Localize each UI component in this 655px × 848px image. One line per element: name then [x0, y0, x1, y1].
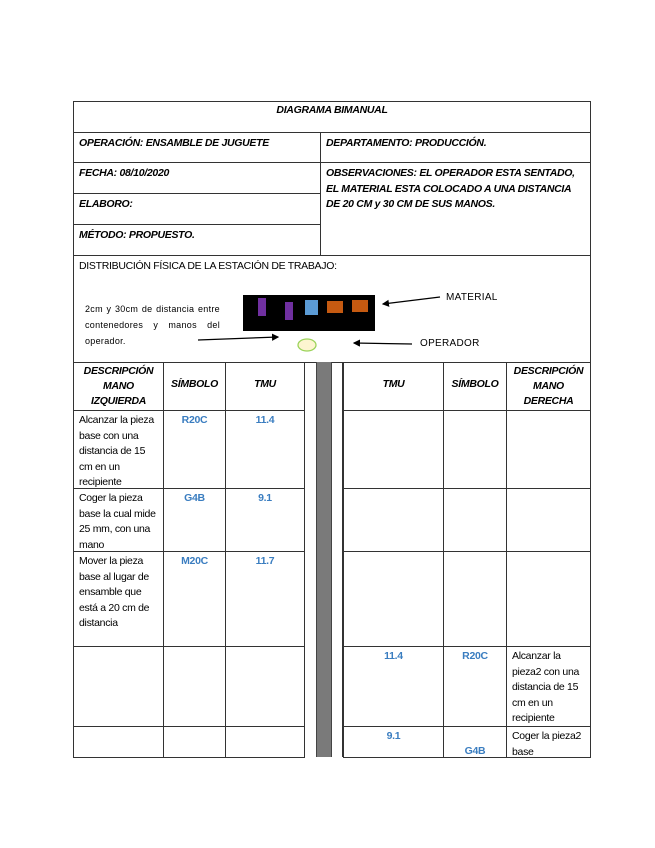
cell-r-desc	[506, 488, 591, 552]
prepared-by-field: ELABORO:	[73, 193, 321, 225]
cell-r-sym: G4B	[443, 726, 507, 758]
cell-l-tmu: 9.1	[225, 488, 305, 552]
cell-l-desc	[73, 646, 164, 727]
distance-note: 2cm y 30cm de distancia entre contenedores y manos del operador.	[85, 304, 220, 346]
distance-arrow	[198, 337, 278, 340]
cell-l-desc	[73, 726, 164, 758]
cell-l-tmu	[225, 726, 305, 758]
material-arrow	[383, 297, 440, 304]
operator-arrow	[354, 343, 412, 344]
center-bar	[316, 362, 332, 757]
cell-r-tmu	[343, 488, 444, 552]
operator-label: OPERADOR	[420, 338, 480, 349]
cell-r-tmu: 11.4	[343, 646, 444, 727]
cell-l-tmu	[225, 646, 305, 727]
header-left-symbol: SÍMBOLO	[163, 362, 226, 411]
cell-l-desc: Coger la pieza base la cual mide 25 mm, con una mano	[73, 488, 164, 552]
cell-r-desc	[506, 410, 591, 489]
layout-heading: DISTRIBUCIÓN FÍSICA DE LA ESTACIÓN DE TRABAJO:	[79, 260, 337, 272]
operation-field: OPERACIÓN: ENSAMBLE DE JUGUETE	[73, 132, 321, 163]
cell-l-sym: R20C	[163, 410, 226, 489]
cell-r-sym	[443, 488, 507, 552]
layout-arrows	[0, 0, 655, 400]
header-right-tmu: TMU	[343, 362, 444, 411]
cell-r-desc: Coger la pieza2 base	[506, 726, 591, 758]
cell-r-desc	[506, 551, 591, 647]
diagram-title: DIAGRAMA BIMANUAL	[73, 101, 591, 133]
observations-field: OBSERVACIONES: EL OPERADOR ESTA SENTADO, EL MATERIAL ESTA COLOCADO A UNA DISTANCIA DE 20 CM y 30 CM DE SUS MANOS.	[320, 162, 591, 256]
header-left-tmu: TMU	[225, 362, 305, 411]
header-right-description: DESCRIPCIÓN MANO DERECHA	[506, 362, 591, 411]
cell-r-tmu: 9.1	[343, 726, 444, 758]
cell-l-sym	[163, 646, 226, 727]
cell-r-tmu	[343, 410, 444, 489]
operator-marker	[298, 339, 316, 351]
cell-l-sym: M20C	[163, 551, 226, 647]
cell-l-desc: Mover la pieza base al lugar de ensamble que está a 20 cm de distancia	[73, 551, 164, 647]
cell-r-sym	[443, 410, 507, 489]
cell-l-desc: Alcanzar la pieza base con una distancia de 15 cm en un recipiente	[73, 410, 164, 489]
material-label: MATERIAL	[446, 292, 498, 303]
cell-r-desc: Alcanzar la pieza2 con una distancia de 15 cm en un recipiente	[506, 646, 591, 727]
department-field: DEPARTAMENTO: PRODUCCIÓN.	[320, 132, 591, 163]
cell-r-tmu	[343, 551, 444, 647]
cell-l-sym: G4B	[163, 488, 226, 552]
cell-r-sym	[443, 551, 507, 647]
date-field: FECHA: 08/10/2020	[73, 162, 321, 194]
header-right-symbol: SÍMBOLO	[443, 362, 507, 411]
cell-l-sym	[163, 726, 226, 758]
cell-r-sym: R20C	[443, 646, 507, 727]
header-left-description: DESCRIPCIÓN MANO IZQUIERDA	[73, 362, 164, 411]
cell-l-tmu: 11.4	[225, 410, 305, 489]
method-field: MÉTODO: PROPUESTO.	[73, 224, 321, 256]
cell-l-tmu: 11.7	[225, 551, 305, 647]
